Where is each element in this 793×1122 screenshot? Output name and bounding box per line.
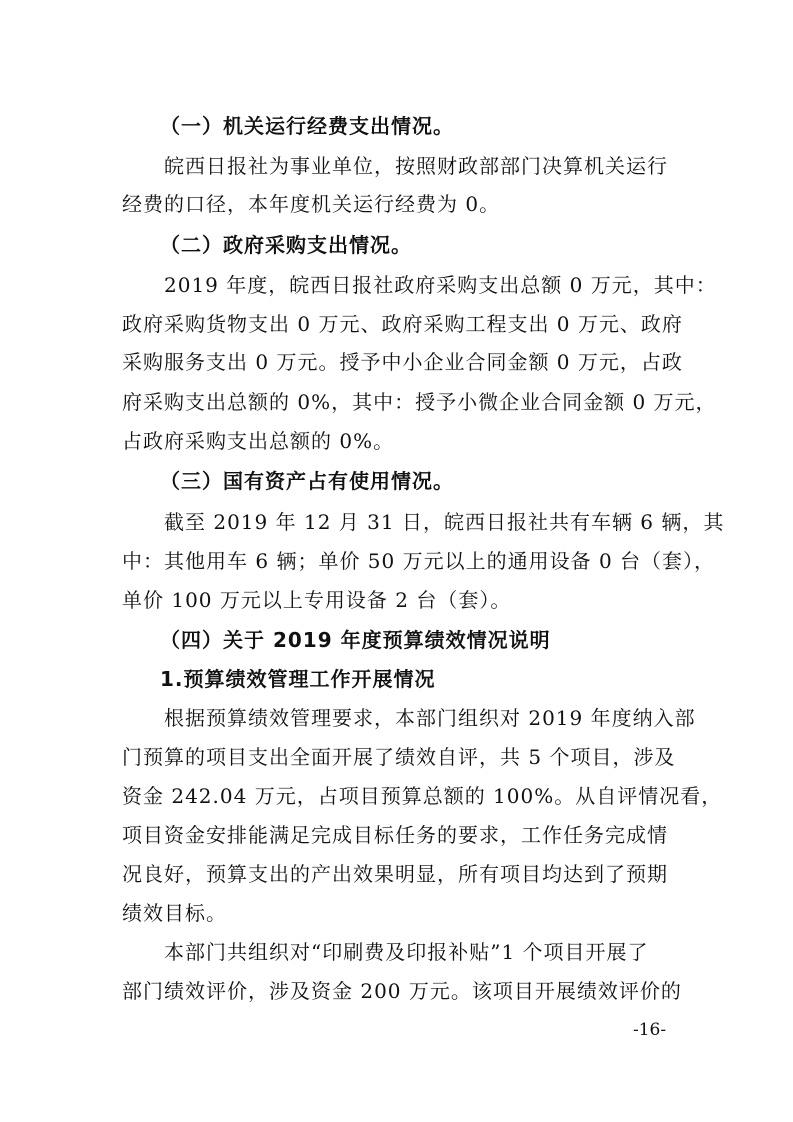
paragraph-line: 截至 2019 年 12 月 31 日，皖西日报社共有车辆 6 辆，其 [164,510,725,534]
paragraph-line: 经费的口径，本年度机关运行经费为 0。 [122,192,501,216]
section-heading-2: （二）政府采购支出情况。 [160,233,412,257]
paragraph-line: 况良好，预算支出的产出效果明显，所有项目均达到了预期 [122,862,668,886]
paragraph-line: 府采购支出总额的 0%，其中：授予小微企业合同金额 0 万元， [122,390,717,414]
section-heading-3: （三）国有资产占有使用情况。 [160,469,454,493]
paragraph-line: 皖西日报社为事业单位，按照财政部部门决算机关运行 [164,154,668,178]
paragraph-line: 政府采购货物支出 0 万元、政府采购工程支出 0 万元、政府 [122,312,683,336]
paragraph-line: 2019 年度，皖西日报社政府采购支出总额 0 万元，其中： [164,273,717,297]
subsection-heading: 1.预算绩效管理工作开展情况 [160,667,436,691]
paragraph-line: 项目资金安排能满足完成目标任务的要求，工作任务完成情 [122,823,668,847]
paragraph-line: 占政府采购支出总额的 0%。 [122,429,395,453]
paragraph-line: 采购服务支出 0 万元。授予中小企业合同金额 0 万元，占政 [122,350,683,374]
paragraph-line: 部门绩效评价，涉及资金 200 万元。该项目开展绩效评价的 [122,979,682,1003]
section-heading-1: （一）机关运行经费支出情况。 [160,114,454,138]
paragraph-line: 门预算的项目支出全面开展了绩效自评，共 5 个项目，涉及 [122,745,676,769]
paragraph-line: 资金 242.04 万元，占项目预算总额的 100%。从自评情况看， [122,784,723,808]
paragraph-line: 绩效目标。 [122,901,227,925]
paragraph-line: 中：其他用车 6 辆；单价 50 万元以上的通用设备 0 台（套）， [122,549,716,573]
paragraph-line: 单价 100 万元以上专用设备 2 台（套）。 [122,588,512,612]
paragraph-line: 根据预算绩效管理要求，本部门组织对 2019 年度纳入部 [164,706,696,730]
paragraph-line: 本部门共组织对“印刷费及印报补贴”1 个项目开展了 [164,940,649,964]
page-number: -16- [633,1020,667,1040]
section-heading-4: （四）关于 2019 年度预算绩效情况说明 [160,628,551,652]
